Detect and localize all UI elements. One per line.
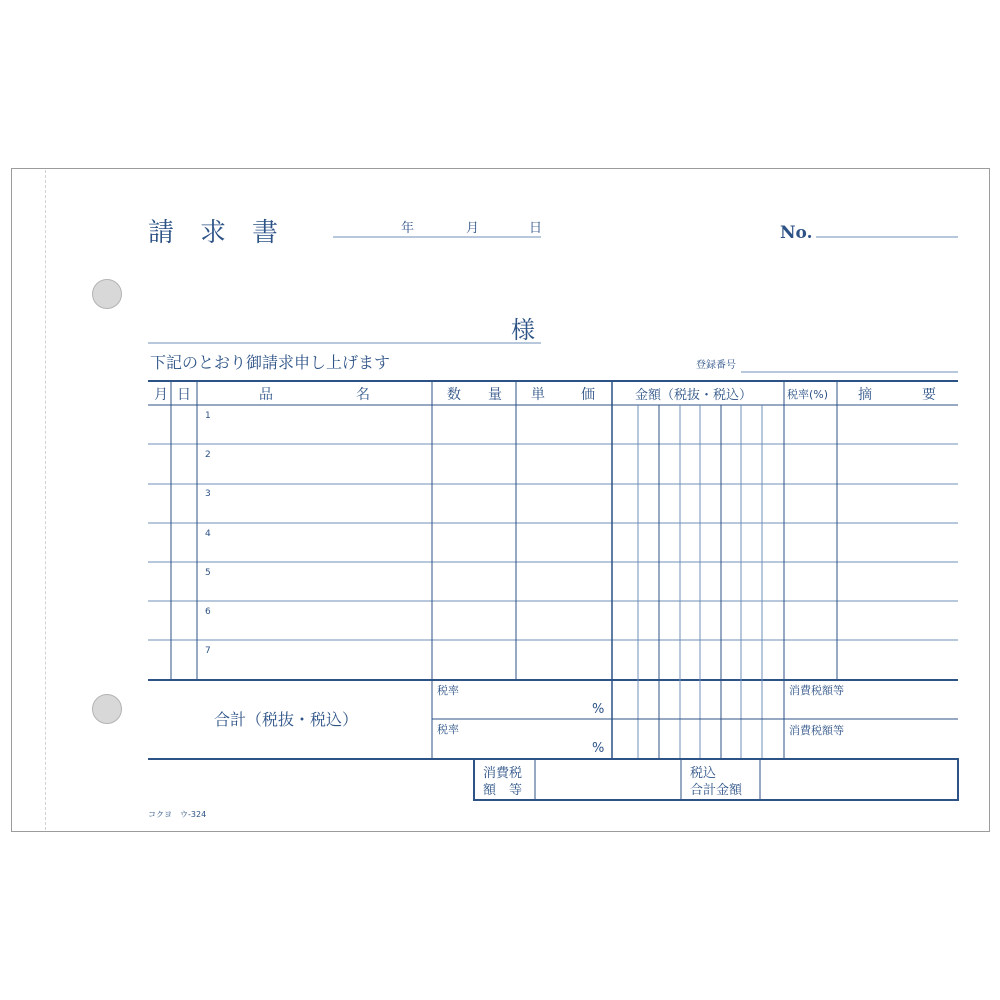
consumption-tax-box-line2: 額 等 xyxy=(483,783,523,798)
row-number-4: 4 xyxy=(205,529,211,539)
row-number-1: 1 xyxy=(205,411,211,421)
header-month: 月 xyxy=(154,387,168,403)
row-number-3: 3 xyxy=(205,489,211,499)
consumption-tax-label-2: 消費税額等 xyxy=(789,724,844,737)
header-price-2: 価 xyxy=(581,387,595,403)
consumption-tax-box-line1: 消費税 xyxy=(483,766,523,781)
item-column-rules xyxy=(171,381,837,680)
recipient-honorific: 様 xyxy=(511,316,535,344)
number-label: No. xyxy=(780,223,813,243)
header-remarks-1: 摘 xyxy=(858,387,872,403)
header-tax-rate: 税率(%) xyxy=(787,388,829,401)
grand-total-line2: 合計金額 xyxy=(690,783,743,798)
date-year-label: 年 xyxy=(401,221,415,236)
product-code: コクヨ ウ-324 xyxy=(148,810,207,819)
header-price-1: 単 xyxy=(531,387,545,403)
header-item-1: 品 xyxy=(259,387,273,403)
tax-rate-label-1: 税率 xyxy=(437,684,459,697)
header-remarks-2: 要 xyxy=(922,387,936,403)
header-qty-1: 数 xyxy=(447,387,461,403)
percent-sign-1: % xyxy=(592,702,605,717)
header-qty-2: 量 xyxy=(488,387,502,403)
date-day-label: 日 xyxy=(529,221,543,236)
percent-sign-2: % xyxy=(592,741,605,756)
row-number-2: 2 xyxy=(205,450,211,460)
tax-rate-label-2: 税率 xyxy=(437,723,459,736)
subtotal-label: 合計（税抜・税込） xyxy=(214,710,359,729)
row-number-5: 5 xyxy=(205,568,211,578)
amount-column-rules xyxy=(612,381,784,760)
invoice-title: 請 求 書 xyxy=(148,218,279,248)
registration-label: 登録番号 xyxy=(696,360,736,371)
intro-text: 下記のとおり御請求申し上げます xyxy=(150,353,391,372)
consumption-tax-label-1: 消費税額等 xyxy=(789,684,844,697)
header-amount: 金額（税抜・税込） xyxy=(635,388,753,403)
header-day: 日 xyxy=(177,387,191,403)
row-number-6: 6 xyxy=(205,607,211,617)
row-number-7: 7 xyxy=(205,646,211,656)
date-month-label: 月 xyxy=(466,221,480,236)
grand-total-line1: 税込 xyxy=(690,766,717,781)
header-item-2: 名 xyxy=(356,387,370,403)
